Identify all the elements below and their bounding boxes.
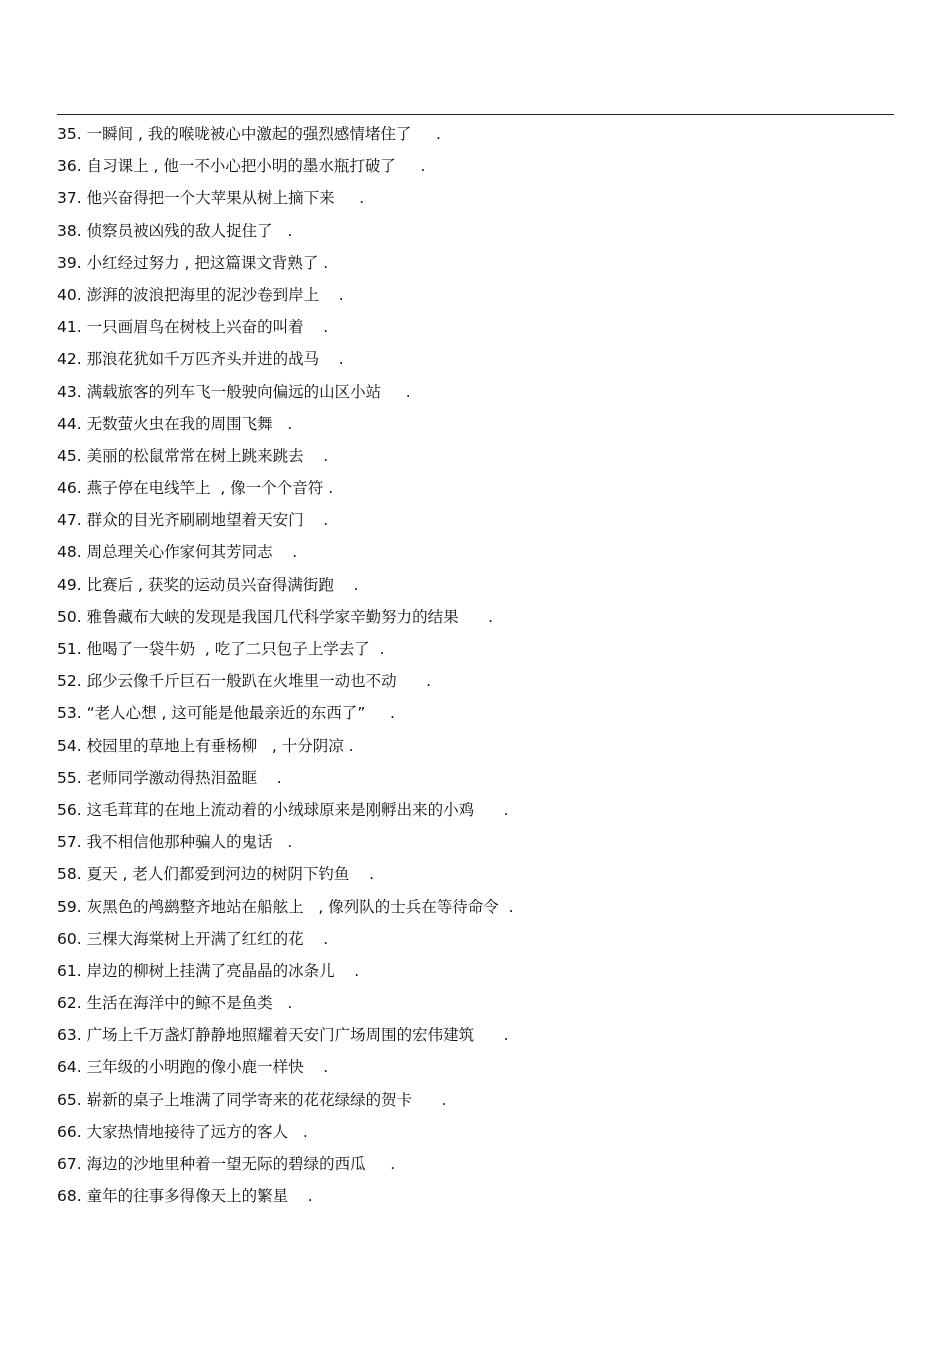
- sentence-item: 62. 生活在海洋中的鲸不是鱼类 .: [57, 994, 293, 1013]
- sentence-item: 39. 小红经过努力 , 把这篇课文背熟了 .: [57, 253, 329, 272]
- sentence-item: 60. 三棵大海棠树上开满了红红的花 .: [57, 929, 329, 948]
- sentence-item: 47. 群众的目光齐刷刷地望着天安门 .: [57, 511, 329, 530]
- sentence-item: 65. 崭新的桌子上堆满了同学寄来的花花绿绿的贺卡 .: [57, 1090, 447, 1109]
- sentence-item: 56. 这毛茸茸的在地上流动着的小绒球原来是刚孵出来的小鸡 .: [57, 800, 509, 819]
- sentence-item: 67. 海边的沙地里种着一望无际的碧绿的西瓜 .: [57, 1155, 396, 1173]
- sentence-item: 61. 岸边的柳树上挂满了亮晶晶的冰条儿 .: [57, 961, 360, 980]
- sentence-item: 44. 无数萤火虫在我的周围飞舞 .: [57, 414, 293, 433]
- sentence-item: 55. 老师同学激动得热泪盈眶 .: [57, 768, 282, 787]
- sentence-item: 46. 燕子停在电线竿上 , 像一个个音符 .: [57, 479, 334, 498]
- sentence-item: 66. 大家热情地接待了远方的客人 .: [57, 1122, 308, 1141]
- sentence-item: 64. 三年级的小明跑的像小鹿一样快 .: [57, 1058, 329, 1077]
- sentence-item: 42. 那浪花犹如千万匹齐头并进的战马 .: [57, 350, 344, 369]
- sentence-item: 53. “老人心想 , 这可能是他最亲近的东西了” .: [57, 704, 395, 723]
- sentence-item: 48. 周总理关心作家何其芳同志 .: [57, 543, 298, 562]
- sentence-list: [57, 118, 894, 1212]
- sentence-item: 51. 他喝了一袋牛奶 , 吃了二只包子上学去了 .: [57, 640, 385, 658]
- sentence-item: 68. 童年的往事多得像天上的繁星 .: [57, 1187, 313, 1206]
- sentence-item: 63. 广场上千万盏灯静静地照耀着天安门广场周围的宏伟建筑 .: [57, 1026, 509, 1045]
- sentence-item: 36. 自习课上 , 他一不小心把小明的墨水瓶打破了 .: [57, 157, 426, 176]
- sentence-item: 43. 满载旅客的列车飞一般驶向偏远的山区小站 .: [57, 382, 411, 401]
- sentence-item: 35. 一瞬间 , 我的喉咙被心中激起的强烈感情堵住了 .: [57, 125, 441, 143]
- sentence-item: 41. 一只画眉鸟在树枝上兴奋的叫着 .: [57, 318, 329, 337]
- sentence-item: 37. 他兴奋得把一个大苹果从树上摘下来 .: [57, 189, 365, 208]
- sentence-item: 50. 雅鲁藏布大峡的发现是我国几代科学家辛勤努力的结果 .: [57, 607, 494, 626]
- sentence-item: 49. 比赛后 , 获奖的运动员兴奋得满街跑 .: [57, 575, 359, 594]
- sentence-item: 52. 邱少云像千斤巨石一般趴在火堆里一动也不动 .: [57, 672, 432, 691]
- sentence-item: 38. 侦察员被凶残的敌人捉住了 .: [57, 221, 293, 240]
- sentence-item: 45. 美丽的松鼠常常在树上跳来跳去 .: [57, 446, 329, 465]
- sentence-item: 54. 校园里的草地上有垂杨柳 , 十分阴凉 .: [57, 736, 354, 755]
- sentence-item: 40. 澎湃的波浪把海里的泥沙卷到岸上 .: [57, 285, 344, 304]
- sentence-item: 57. 我不相信他那种骗人的鬼话 .: [57, 833, 293, 852]
- sentence-item: 58. 夏天 , 老人们都爱到河边的树阴下钓鱼 .: [57, 865, 374, 884]
- sentence-item: 59. 灰黑色的鸬鹚整齐地站在船舷上 , 像列队的士兵在等待命令 .: [57, 897, 514, 916]
- top-divider: [57, 114, 894, 115]
